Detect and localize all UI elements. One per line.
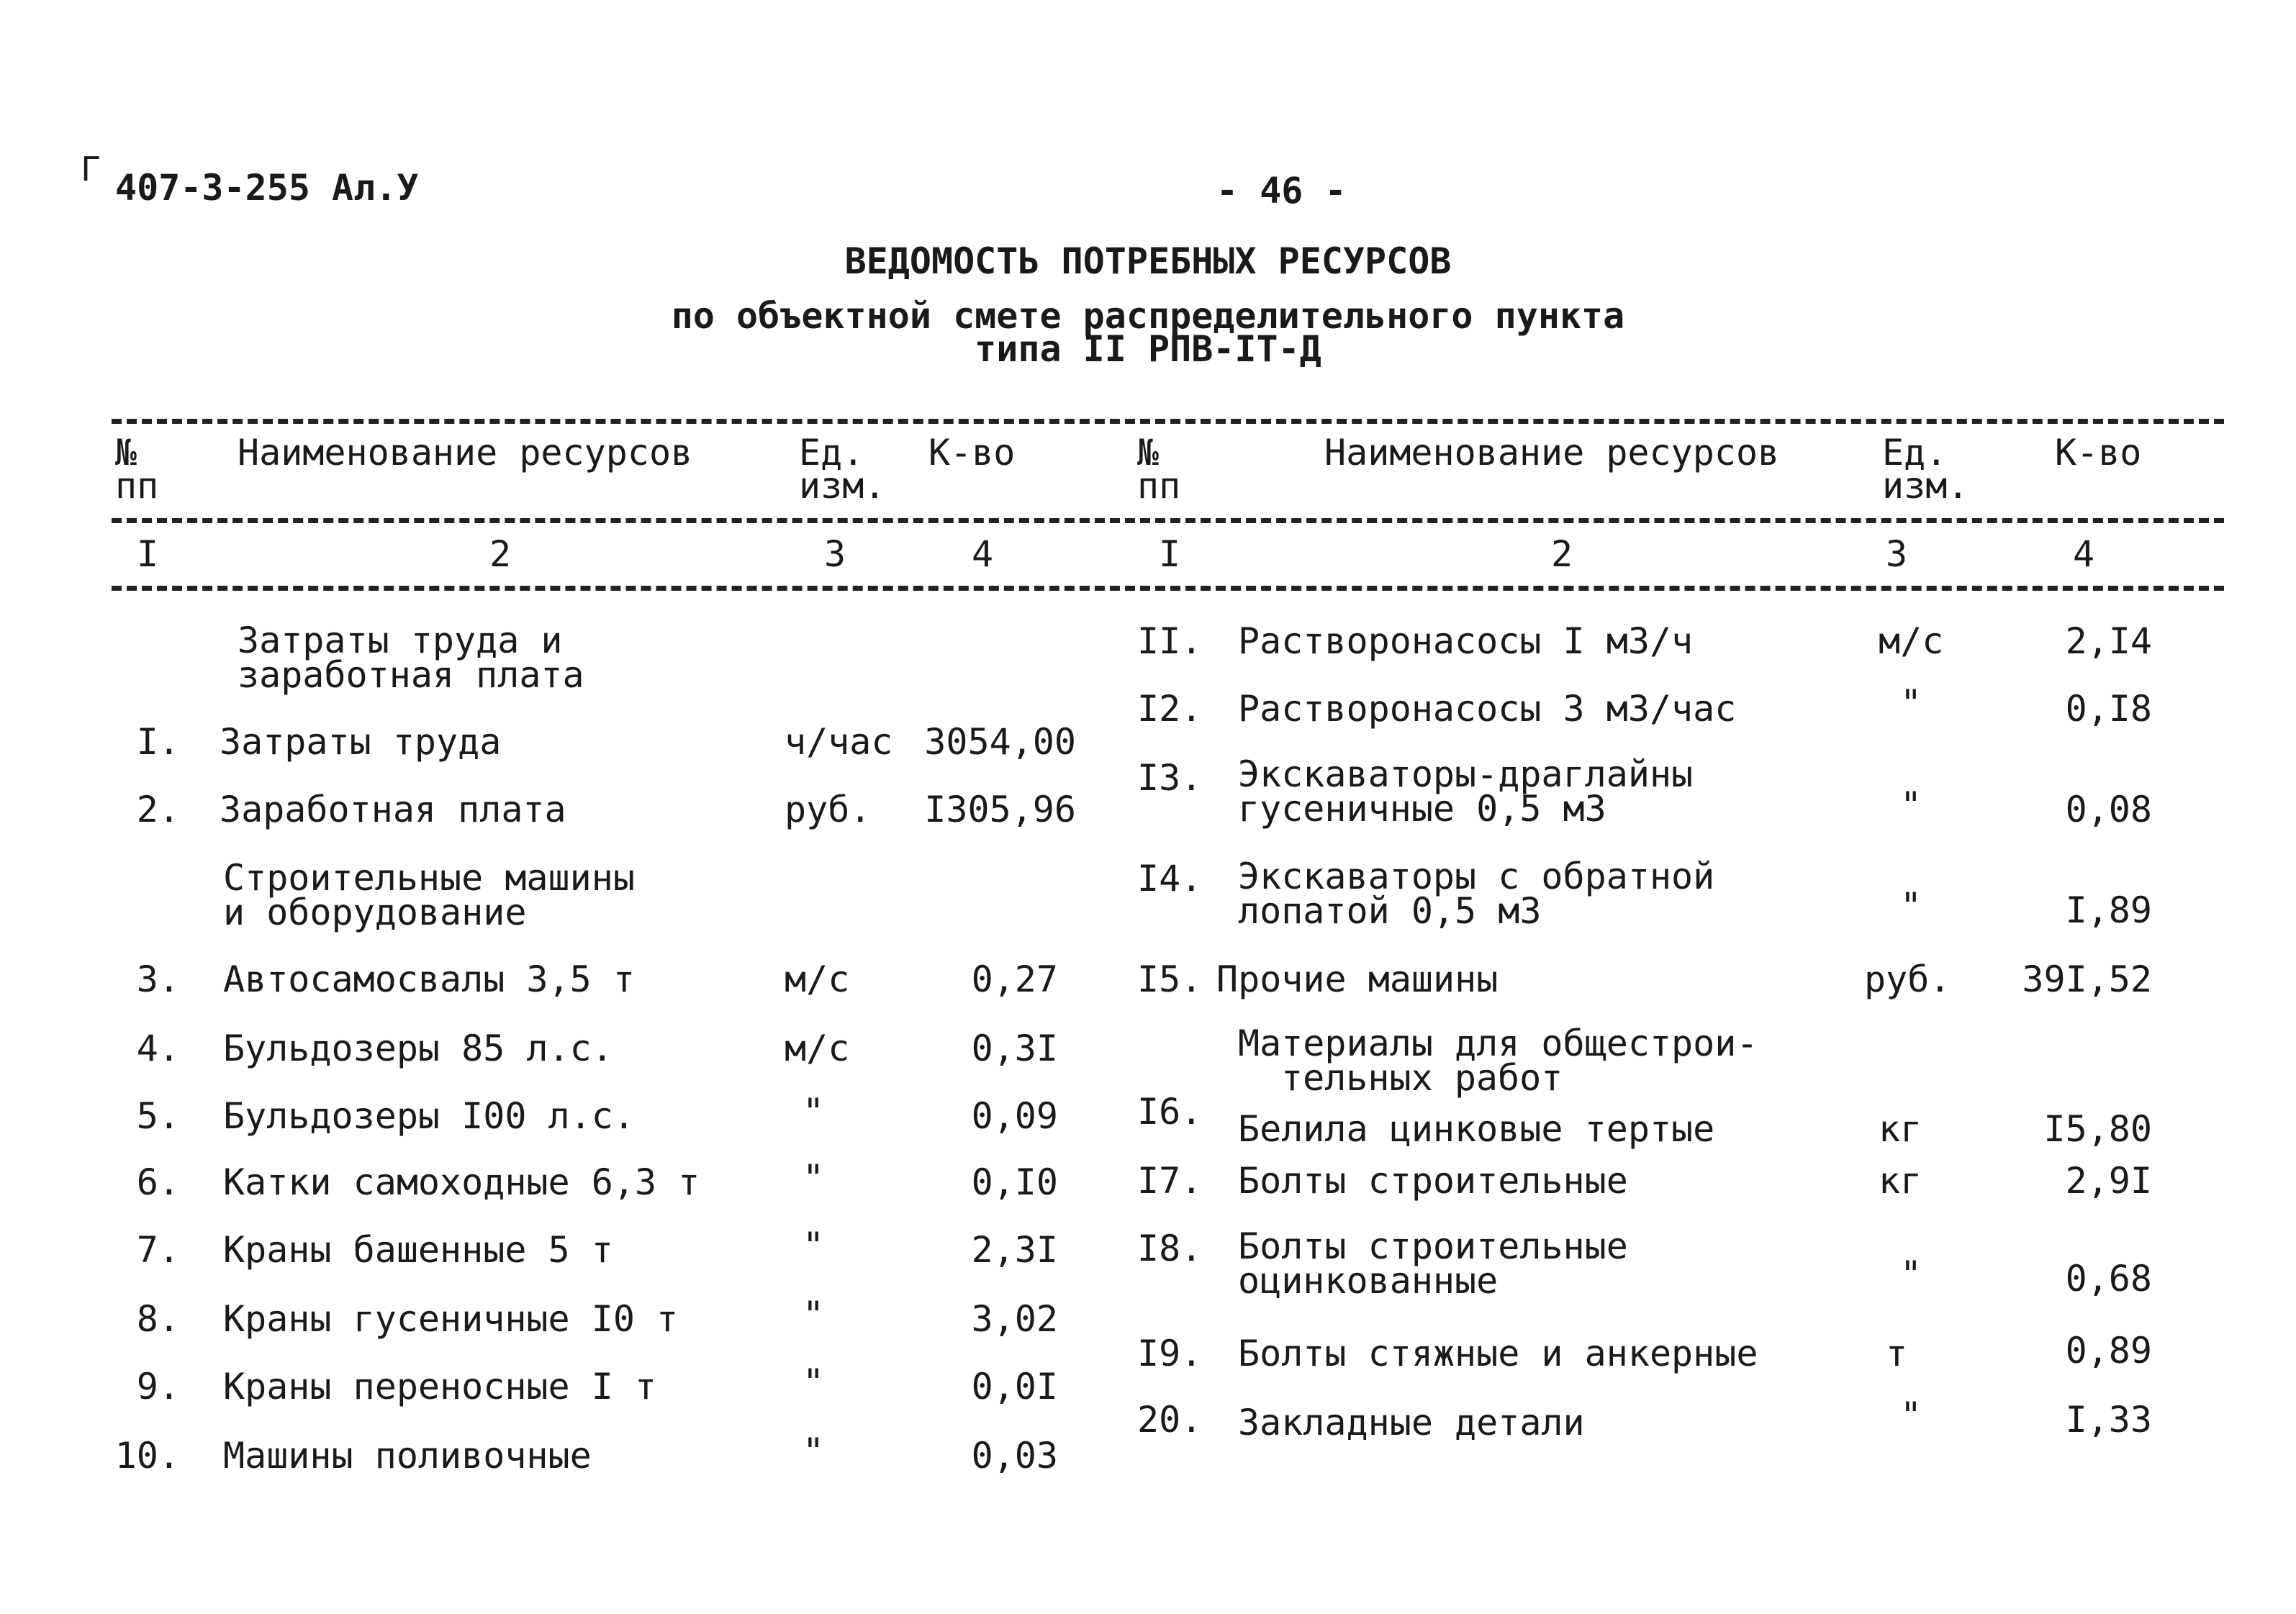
unit: кг — [1879, 1160, 1922, 1202]
document-code: 407-3-255 Ал.У — [115, 167, 419, 209]
quantity: 0,0I — [971, 1366, 1058, 1407]
unit: ч/час — [785, 721, 893, 763]
index-bottom-rule — [112, 586, 2224, 591]
unit-ditto: " — [1900, 784, 1922, 826]
document-title: ВЕДОМОСТЬ ПОТРЕБНЫХ РЕСУРСОВ — [844, 240, 1452, 282]
column-index: 2 — [489, 533, 512, 575]
unit-ditto: " — [803, 1294, 825, 1336]
row-number: I7. — [1137, 1160, 1203, 1202]
unit-ditto: " — [1900, 682, 1922, 724]
quantity: 0,89 — [2065, 1330, 2152, 1372]
unit: м/с — [785, 958, 850, 1000]
unit: м/с — [1879, 620, 1944, 662]
row-number: I9. — [1137, 1333, 1203, 1374]
unit: м/с — [785, 1028, 850, 1069]
row-number: 10. — [114, 1435, 180, 1477]
quantity: 0,68 — [2065, 1258, 2152, 1300]
quantity: 2,I4 — [2065, 620, 2152, 662]
unit-ditto: " — [803, 1157, 825, 1199]
unit: кг — [1879, 1108, 1922, 1150]
table-top-rule — [112, 419, 2224, 424]
row-number: 5. — [136, 1095, 180, 1137]
quantity: 0,08 — [2065, 789, 2152, 830]
row-number: 6. — [136, 1161, 180, 1203]
quantity: 0,09 — [971, 1095, 1058, 1137]
row-number: I8. — [1137, 1228, 1203, 1269]
unit: руб. — [785, 789, 872, 830]
column-qty-header: К-во — [928, 432, 1016, 473]
column-unit-header: Ед. изм. — [799, 432, 886, 507]
column-name-header: Наименование ресурсов — [238, 432, 693, 473]
unit-ditto: " — [803, 1091, 825, 1133]
unit-ditto: " — [803, 1431, 825, 1472]
resource-name: Автосамосвалы 3,5 т — [223, 958, 635, 1000]
quantity: I,33 — [2065, 1399, 2152, 1441]
row-number: II. — [1137, 620, 1203, 662]
resource-name: Закладные детали — [1238, 1402, 1585, 1443]
resource-name: Катки самоходные 6,3 т — [223, 1161, 700, 1203]
resource-name: Болты строительные — [1238, 1160, 1628, 1202]
resource-name: Растворонасосы I м3/ч — [1238, 620, 1694, 662]
quantity: 3,02 — [971, 1298, 1058, 1340]
column-num-header: № пп — [115, 432, 159, 507]
quantity: 2,3I — [971, 1229, 1058, 1271]
section-heading-materials: Материалы для общестрои- тельных работ — [1238, 1023, 1758, 1099]
resource-name: Затраты труда — [220, 721, 502, 763]
column-num-header-right: № пп — [1137, 432, 1181, 507]
resource-name: Экскаваторы-драглайны гусеничные 0,5 м3 — [1238, 753, 1694, 830]
row-number: I2. — [1137, 688, 1203, 730]
resource-name: Краны гусеничные I0 т — [223, 1298, 679, 1340]
column-index: 3 — [1886, 533, 1908, 575]
unit-ditto: " — [1900, 1253, 1922, 1295]
unit-ditto: " — [1900, 1395, 1922, 1436]
quantity: 0,I0 — [971, 1161, 1058, 1203]
quantity: 3054,00 — [924, 721, 1076, 763]
quantity: 2,9I — [2065, 1160, 2152, 1202]
column-index: I — [1159, 533, 1181, 575]
column-index: 3 — [824, 533, 846, 575]
document-subtitle: по объектной смете распределительного пункта — [671, 295, 1625, 337]
resource-name: Болты стяжные и анкерные — [1238, 1333, 1758, 1374]
section-heading-machines: Строительные машины и оборудование — [223, 857, 635, 933]
column-index: 4 — [972, 533, 994, 575]
resource-name: Болты строительные оцинкованные — [1238, 1225, 1628, 1302]
resource-name: Бульдозеры 85 л.с. — [223, 1028, 613, 1069]
quantity: I,89 — [2065, 889, 2152, 931]
resource-name: Белила цинковые тертые — [1238, 1108, 1715, 1150]
section-heading-labor: Затраты труда и заработная плата — [238, 620, 584, 696]
quantity: 0,27 — [971, 958, 1058, 1000]
quantity: I5,80 — [2043, 1108, 2152, 1150]
quantity: 0,03 — [971, 1435, 1058, 1477]
quantity: 39I,52 — [2022, 958, 2152, 1000]
page-number: - 46 - — [1216, 170, 1347, 212]
column-name-header-right: Наименование ресурсов — [1324, 432, 1780, 473]
resource-name: Краны башенные 5 т — [223, 1229, 613, 1271]
document-subtitle-2: типа II РПВ-IТ-Д — [975, 328, 1321, 370]
row-number: I. — [136, 721, 180, 763]
row-number: I4. — [1137, 858, 1203, 899]
row-number: I3. — [1137, 757, 1203, 799]
unit-ditto: " — [803, 1361, 825, 1403]
row-number: I6. — [1137, 1091, 1203, 1133]
row-number: I5. — [1137, 958, 1203, 1000]
row-number: 9. — [136, 1366, 180, 1407]
quantity: 0,I8 — [2065, 688, 2152, 730]
resource-name: Растворонасосы 3 м3/час — [1238, 688, 1737, 730]
unit-ditto: " — [1900, 885, 1922, 927]
quantity: 0,3I — [971, 1028, 1058, 1069]
unit: руб. — [1864, 958, 1951, 1000]
resource-name: Бульдозеры I00 л.с. — [223, 1095, 635, 1137]
column-index: 2 — [1551, 533, 1573, 575]
unit: т — [1886, 1333, 1908, 1374]
row-number: 2. — [136, 789, 180, 830]
column-unit-header-right: Ед. изм. — [1882, 432, 1969, 507]
resource-name: Экскаваторы с обратной лопатой 0,5 м3 — [1238, 856, 1715, 932]
header-bottom-rule — [112, 518, 2224, 523]
row-number: 4. — [136, 1028, 180, 1069]
column-index: 4 — [2073, 533, 2095, 575]
column-qty-header-right: К-во — [2055, 432, 2142, 473]
resource-name: Заработная плата — [220, 789, 566, 830]
row-number: 8. — [136, 1298, 180, 1340]
corner-mark: Г — [81, 150, 101, 189]
column-index: I — [137, 533, 159, 575]
unit-ditto: " — [803, 1225, 825, 1266]
resource-name: Машины поливочные — [223, 1435, 592, 1477]
row-number: 7. — [136, 1229, 180, 1271]
resource-name: Краны переносные I т — [223, 1366, 657, 1407]
resource-name: Прочие машины — [1216, 958, 1499, 1000]
row-number: 20. — [1137, 1399, 1203, 1441]
row-number: 3. — [136, 958, 180, 1000]
quantity: I305,96 — [924, 789, 1076, 830]
